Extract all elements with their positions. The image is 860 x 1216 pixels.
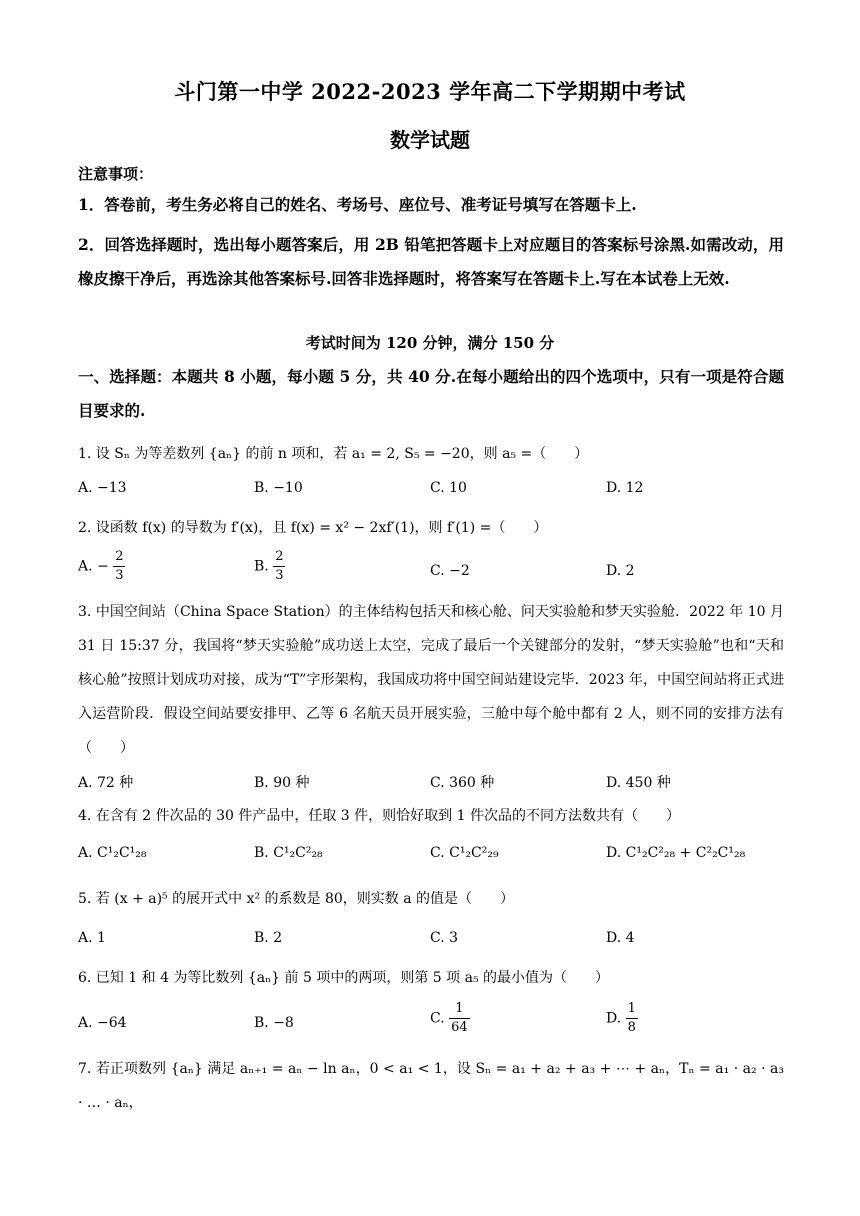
q4-option-c: C. C¹₂C²₂₉ bbox=[430, 845, 499, 861]
question-4-stem: 4. 在含有 2 件次品的 30 件产品中，任取 3 件，则恰好取到 1 件次品的不同方法数共有（ ） bbox=[78, 808, 680, 824]
question-1-stem: 1. 设 Sₙ 为等差数列 {aₙ} 的前 n 项和，若 a₁ = 2, S₅ = −20，则 a₅ =（ ） bbox=[78, 446, 589, 462]
q3-option-b: B. 90 种 bbox=[254, 775, 310, 791]
q5-option-a: A. 1 bbox=[78, 930, 106, 946]
q6-option-d-numerator: 1 bbox=[626, 1000, 638, 1019]
q3-option-a: A. 72 种 bbox=[78, 775, 134, 791]
q1-option-d: D. 12 bbox=[606, 480, 644, 496]
question-5-stem: 5. 若 (x + a)⁵ 的展开式中 x² 的系数是 80，则实数 a 的值是（ ） bbox=[78, 891, 515, 907]
question-7-stem: 7. 若正项数列 {aₙ} 满足 aₙ₊₁ = aₙ − ln aₙ，0 < a₁ < 1，设 Sₙ = a₁ + a₂ + a₃ + ⋯ + aₙ，Tₙ = a₁ · a₂ · a₃ · … · aₙ， bbox=[78, 1061, 784, 1111]
q6-option-d-prefix: D. bbox=[606, 1010, 622, 1027]
q2-option-b-fraction bbox=[273, 548, 285, 585]
q2-option-a-denominator: 3 bbox=[115, 568, 124, 583]
q1-option-b: B. −10 bbox=[254, 480, 303, 496]
q4-option-d: D. C¹₂C²₂₈ + C²₂C¹₂₈ bbox=[606, 845, 746, 861]
exam-subtitle: 数学试题 bbox=[390, 128, 470, 152]
q3-option-d: D. 450 种 bbox=[606, 775, 671, 791]
exam-title: 斗门第一中学 2022-2023 学年高二下学期期中考试 bbox=[174, 79, 686, 104]
q6-option-c-prefix: C. bbox=[430, 1010, 445, 1027]
notice-heading: 注意事项： bbox=[78, 165, 154, 183]
q6-option-c-denominator: 64 bbox=[451, 1020, 468, 1035]
section-1-heading: 一、选择题：本题共 8 小题，每小题 5 分，共 40 分.在每小题给出的四个选项中，只有一项是符合题目要求的. bbox=[78, 367, 784, 420]
q6-option-d-fraction bbox=[626, 1000, 638, 1037]
q1-option-c: C. 10 bbox=[430, 480, 467, 496]
q2-option-a-numerator: 2 bbox=[113, 548, 125, 567]
q6-option-d-denominator: 8 bbox=[627, 1020, 636, 1035]
q4-option-b: B. C¹₂C²₂₈ bbox=[254, 845, 323, 861]
exam-time-info: 考试时间为 120 分钟，满分 150 分 bbox=[305, 334, 555, 352]
notice-item-2: 2．回答选择题时，选出每小题答案后，用 2B 铅笔把答题卡上对应题目的答案标号涂黑.如需改动，用橡皮擦干净后，再选涂其他答案标号.回答非选择题时，将答案写在答题卡上.写在本试卷上无效. bbox=[78, 235, 784, 288]
notice-item-1: 1．答卷前，考生务必将自己的姓名、考场号、座位号、准考证号填写在答题卡上. bbox=[78, 195, 637, 214]
q5-option-d: D. 4 bbox=[606, 930, 635, 946]
q4-option-a: A. C¹₂C¹₂₈ bbox=[78, 845, 147, 861]
q2-option-b bbox=[254, 548, 285, 585]
q1-option-a: A. −13 bbox=[78, 480, 127, 496]
question-6-stem: 6. 已知 1 和 4 为等比数列 {aₙ} 前 5 项中的两项，则第 5 项 a₅ 的最小值为（ ） bbox=[78, 970, 610, 986]
q6-option-c-numerator: 1 bbox=[449, 1000, 470, 1019]
q6-option-a: A. −64 bbox=[78, 1015, 127, 1031]
q5-option-b: B. 2 bbox=[254, 930, 283, 946]
q2-option-b-denominator: 3 bbox=[275, 568, 284, 583]
q2-option-c: C. −2 bbox=[430, 563, 470, 579]
q2-option-d: D. 2 bbox=[606, 563, 635, 579]
q2-option-b-numerator: 2 bbox=[273, 548, 285, 567]
question-3-stem: 3. 中国空间站（China Space Station）的主体结构包括天和核心舱、问天实验舱和梦天实验舱．2022 年 10 月 31 日 15:37 分，我国将“梦天实验舱”成功送上太空，完成了最后一个关键部分的发射，“梦天实验舱”也和“天和核心舱”按照计划成功对接，成为“T”字形架构，我国成功将中国空间站建设完毕．2023 年，中国空间站将正式进入运营阶段．假设空间站要安排甲、乙等 6 名航天员开展实验，三舱中每个舱中都有 2 人，则不同的安排方法有（ ） bbox=[78, 604, 784, 756]
q6-option-b: B. −8 bbox=[254, 1015, 294, 1031]
question-2-stem: 2. 设函数 f(x) 的导数为 f′(x)，且 f(x) = x² − 2xf′(1)，则 f′(1) =（ ） bbox=[78, 520, 548, 536]
q3-option-c: C. 360 种 bbox=[430, 775, 495, 791]
q6-option-c-fraction bbox=[449, 1000, 470, 1037]
q2-option-a bbox=[78, 548, 125, 585]
q5-option-c: C. 3 bbox=[430, 930, 459, 946]
q6-option-d bbox=[606, 1000, 638, 1037]
q2-option-a-fraction bbox=[113, 548, 125, 585]
q2-option-a-prefix: A. − bbox=[78, 558, 109, 575]
q2-option-b-prefix: B. bbox=[254, 558, 269, 575]
q6-option-c bbox=[430, 1000, 470, 1037]
